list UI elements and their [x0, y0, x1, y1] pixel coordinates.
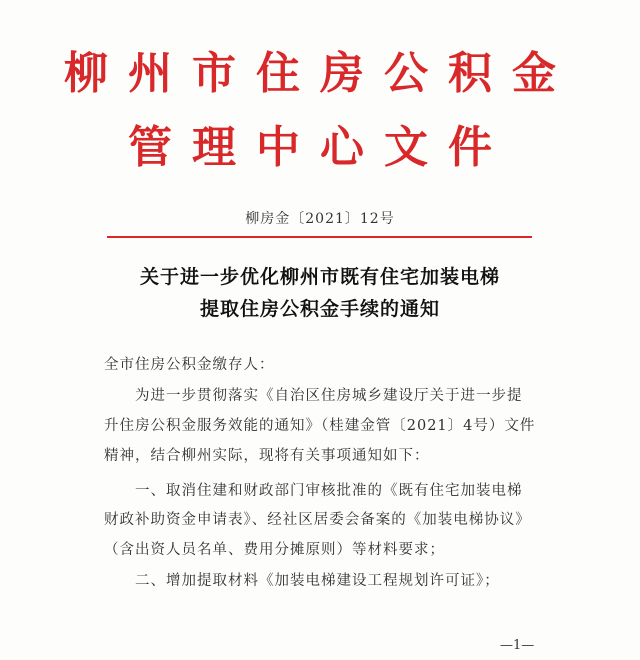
body-paragraph-line: 升住房公积金服务效能的通知》（桂建金管〔2021〕4号）文件	[104, 418, 536, 434]
red-divider-line	[107, 236, 532, 238]
item-1-line: 一、取消住建和财政部门审核批准的《既有住宅加装电梯	[135, 483, 523, 499]
page-number: —1—	[500, 638, 535, 653]
document-title-line-1: 关于进一步优化柳州市既有住宅加装电梯	[139, 266, 500, 288]
document-number: 柳房金〔2021〕12号	[245, 211, 395, 227]
body-paragraph-line: 为进一步贯彻落实《自治区住房城乡建设厅关于进一步提	[135, 388, 523, 404]
document-title-line-2: 提取住房公积金手续的通知	[199, 298, 440, 320]
item-1-line: （含出资人员名单、费用分摊原则）等材料要求；	[104, 542, 445, 558]
issuer-header-line-1: 柳州市住房公积金	[64, 48, 576, 99]
item-2-line: 二、增加提取材料《加装电梯建设工程规划许可证》；	[135, 573, 500, 589]
salutation: 全市住房公积金缴存人：	[104, 357, 275, 373]
issuer-header-line-2: 管理中心文件	[128, 122, 512, 173]
body-paragraph-line: 精神，结合柳州实际，现将有关事项通知如下：	[104, 448, 430, 464]
item-1-line: 财政补助资金申请表》、经社区居委会备案的《加装电梯协议》	[104, 512, 531, 528]
